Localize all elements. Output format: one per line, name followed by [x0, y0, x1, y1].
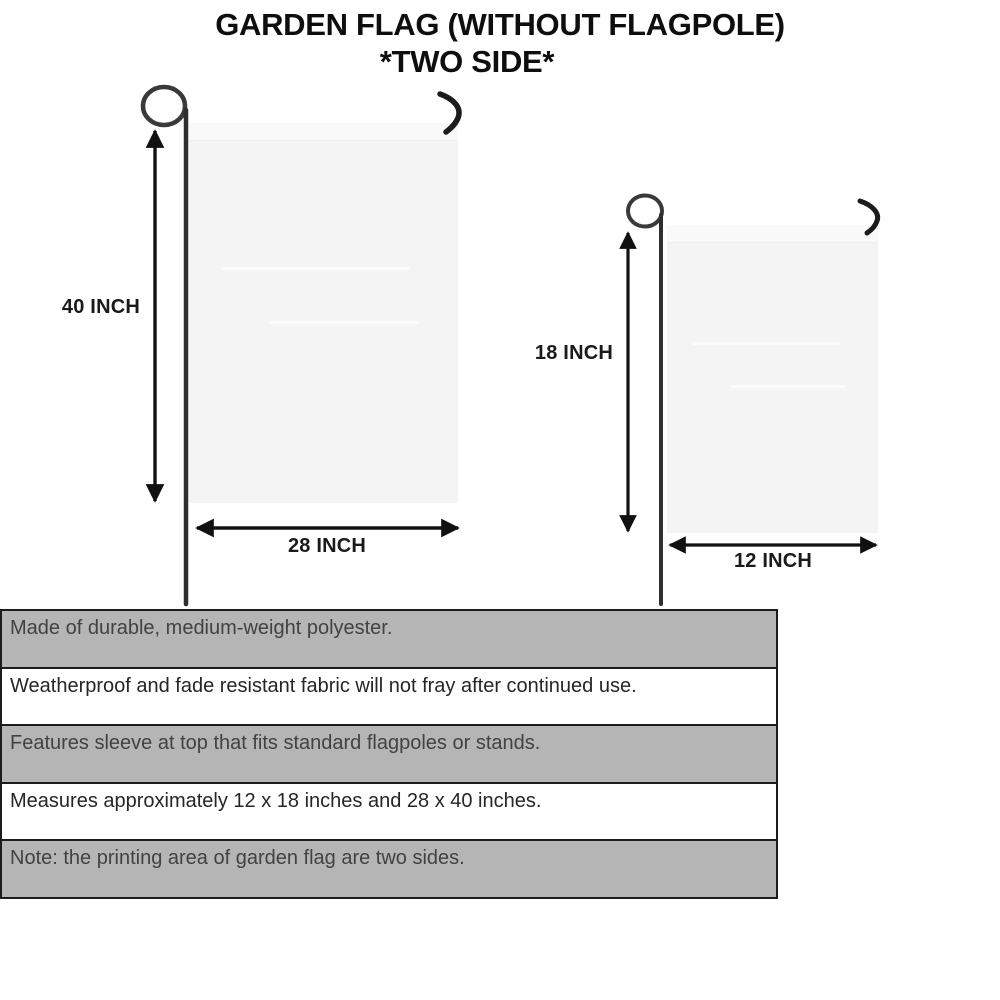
feature-row: Measures approximately 12 x 18 inches and 28 x 40 inches. [2, 782, 776, 840]
small-flagpole-hook-icon [860, 201, 878, 233]
feature-row: Made of durable, medium-weight polyester. [2, 611, 776, 667]
feature-row: Features sleeve at top that fits standard flagpoles or stands. [2, 724, 776, 782]
large-flag-height-label: 40 INCH [61, 296, 140, 318]
page-title: GARDEN FLAG (WITHOUT FLAGPOLE) [215, 7, 785, 42]
large-flag-width-label: 28 INCH [287, 535, 367, 557]
small-flag-width-label: 12 INCH [733, 550, 813, 572]
small-flagpole-loop-icon [628, 196, 662, 227]
small-flag-height-label: 18 INCH [534, 342, 613, 364]
feature-row: Weatherproof and fade resistant fabric will not fray after continued use. [2, 667, 776, 725]
page-subtitle: *TWO SIDE* [379, 44, 555, 79]
feature-table [0, 609, 778, 899]
feature-row: Note: the printing area of garden flag are two sides. [2, 839, 776, 897]
large-flagpole-hook-icon [440, 94, 459, 132]
large-flagpole-loop-icon [143, 87, 185, 125]
